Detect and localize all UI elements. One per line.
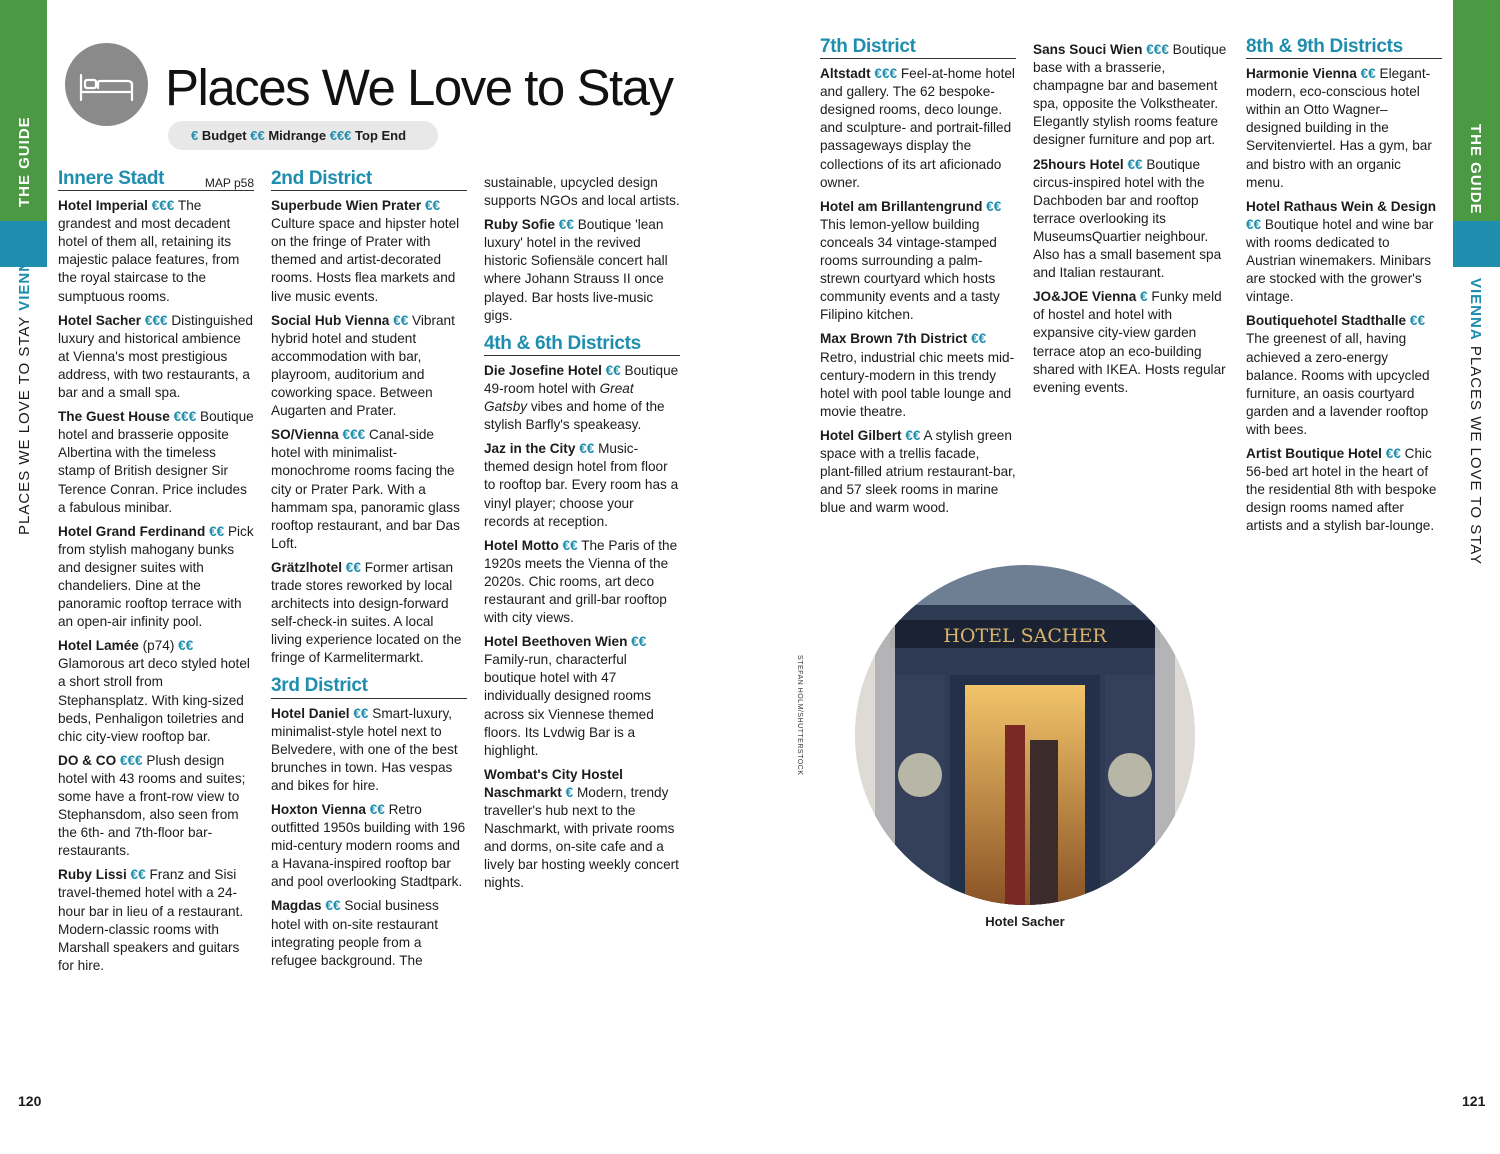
column-4 xyxy=(820,38,1016,523)
hotel-description: Elegant-modern, eco-conscious hotel within an Otto Wagner–designed building in the Servitenviertel. Has a gym, bar and bistro with an organic menu. xyxy=(1246,66,1432,190)
hotel-description: The greenest of all, having achieved a zero-energy balance. Rooms with upcycled furniture, an oasis courtyard garden and a lavender rooftop with bees. xyxy=(1246,331,1430,437)
hotel-description: Funky meld of hostel and hotel with expansive city-view garden terrace atop an eco-building shared with IKEA. Hosts regular evening events. xyxy=(1033,289,1226,395)
price-badge: €€ xyxy=(1246,216,1262,232)
hotel-description: Boutique hotel and brasserie opposite Albertina with the timeless stamp of British designer Sir Terence Conran. Price includes a fabulous minibar. xyxy=(58,409,254,515)
price-badge: €€ xyxy=(1409,313,1426,329)
section-heading-4th-6th-districts: 4th & 6th Districts xyxy=(484,335,680,356)
hotel-name: Hotel Sacher xyxy=(58,312,142,328)
hotel-description: Pick from stylish mahogany bunks and designer suites with chandeliers. Dine at the panoramic rooftop terrace with an open-air infinity pool. xyxy=(58,523,254,630)
hotel-entry xyxy=(1246,198,1442,307)
hotel-entry xyxy=(484,216,680,325)
hotel-description: Franz and Sisi travel-themed hotel with a 24-hour bar in lieu of a restaurant. Modern-classic rooms with Marshall speakers and guitars for hire. xyxy=(58,867,244,973)
hotel-name: 25hours Hotel xyxy=(1033,156,1124,172)
price-badge: €€ xyxy=(424,198,441,214)
sidebar-city-text: VIENNA xyxy=(1467,278,1484,341)
price-badge: €€€ xyxy=(119,752,143,768)
hotel-description: Smart-luxury, minimalist-style hotel next to Belvedere, with one of the best brunches in town. Has vespas and bikes for hire. xyxy=(271,705,458,793)
price-badge: €€ xyxy=(178,638,194,654)
hotel-sacher-photo xyxy=(855,565,1195,905)
hotel-name: Hotel Gilbert xyxy=(820,427,902,443)
sidebar-guide-label: THE GUIDE xyxy=(16,116,33,207)
hotel-description-italic: Great Gatsby xyxy=(484,380,634,415)
price-badge: €€ xyxy=(353,705,369,721)
hotel-description: Culture space and hipster hotel on the fringe of Prater with themed and artist-decorated rooms. Hosts flea markets and live music events. xyxy=(271,216,460,304)
column-6 xyxy=(1246,38,1442,541)
sidebar-guide-label: THE GUIDE xyxy=(1467,124,1484,215)
legend-top-symbol: €€€ xyxy=(329,128,352,143)
price-badge: €€ xyxy=(558,217,574,233)
left-sidebar-tab xyxy=(0,0,47,1154)
price-badge: €€ xyxy=(1385,445,1401,461)
hotel-description: Chic 56-bed art hotel in the heart of the residential 8th with bespoke design rooms named after artists and a stylish bar-lounge. xyxy=(1246,445,1437,534)
hotel-description: A stylish green space with a trellis facade, plant-filled atrium restaurant-bar, and 57 sleek rooms in marine blue and warm wood. xyxy=(820,427,1016,516)
hotel-description: Boutique 49-room hotel with xyxy=(484,362,679,396)
sidebar-section-label xyxy=(16,248,33,535)
hotel-name: JO&JOE Vienna xyxy=(1033,289,1137,305)
hotel-description: vibes and home of the stylish Barfly's speakeasy. xyxy=(484,399,665,433)
legend-top-label: Top End xyxy=(351,128,407,143)
hotel-description: The Paris of the 1920s meets the Vienna of the 2020s. Chic rooms, art deco restaurant and grill-bar rooftop with city views. xyxy=(484,537,678,626)
column-2 xyxy=(271,170,467,976)
hotel-name: Sans Souci Wien xyxy=(1033,42,1143,57)
hotel-name: Ruby Sofie xyxy=(484,217,555,233)
column-5 xyxy=(1033,41,1229,403)
sidebar-section-label xyxy=(1467,278,1484,565)
price-badge: €€ xyxy=(130,867,146,883)
sidebar-section-text: PLACES WE LOVE TO STAY xyxy=(1467,340,1484,566)
bed-icon xyxy=(65,43,148,126)
hotel-description: Plush design hotel with 43 rooms and suites; some have a front-row view to Stephansdom, also seen from the 6th- and 7th-floor bar-restaurants. xyxy=(58,752,246,859)
hotel-entry xyxy=(820,198,1016,325)
hotel-entry xyxy=(58,637,254,746)
hotel-name: Grätzlhotel xyxy=(271,559,342,575)
price-badge: €€€ xyxy=(1146,42,1169,57)
hotel-description: Distinguished luxury and historical ambience at Vienna's most prestigious address, with two restaurants, a bar and a small spa. xyxy=(58,312,253,401)
hotel-entry xyxy=(484,537,680,627)
hotel-name: Hotel Lamée xyxy=(58,638,139,654)
hotel-entry xyxy=(58,866,254,975)
hotel-name: Die Josefine Hotel xyxy=(484,362,602,378)
sidebar-section-text: PLACES WE LOVE TO STAY xyxy=(16,310,33,535)
price-badge: €€ xyxy=(562,537,578,553)
hotel-entry xyxy=(484,362,680,434)
page-number-left: 120 xyxy=(18,1093,42,1109)
hotel-entry xyxy=(484,633,680,760)
hotel-entry xyxy=(820,427,1016,517)
hotel-description: Music-themed design hotel from floor to rooftop bar. Every room has a vinyl player; choose your records at reception. xyxy=(484,441,679,529)
legend-mid-symbol: €€ xyxy=(250,128,265,143)
hotel-name: Hotel Grand Ferdinand xyxy=(58,523,206,539)
column-3 xyxy=(484,174,680,898)
hotel-entry xyxy=(1246,445,1442,535)
price-badge: €€ xyxy=(605,362,621,378)
price-badge: €€€ xyxy=(342,427,366,443)
hotel-entry xyxy=(1033,288,1229,397)
map-reference: MAP p58 xyxy=(204,176,254,190)
hotel-entry xyxy=(58,197,254,306)
hotel-entry xyxy=(1033,41,1229,150)
hotel-name: Hotel Imperial xyxy=(58,198,148,214)
section-heading-2nd-district: 2nd District xyxy=(271,170,467,191)
section-heading-7th-district: 7th District xyxy=(820,38,1016,59)
price-badge: € xyxy=(565,784,574,800)
hotel-name: Wombat's City Hostel Naschmarkt xyxy=(484,766,623,800)
page-title: Places We Love to Stay xyxy=(165,59,673,116)
hotel-entry xyxy=(58,312,254,402)
hotel-name: DO & CO xyxy=(58,752,117,768)
page-number-right: 121 xyxy=(1462,1093,1486,1109)
price-badge: €€ xyxy=(986,198,1002,214)
hotel-entry xyxy=(271,705,467,795)
city-tab xyxy=(1453,221,1500,267)
hotel-name: Hotel Motto xyxy=(484,537,559,553)
section-heading-8th-9th-districts: 8th & 9th Districts xyxy=(1246,38,1442,59)
hotel-name: Social Hub Vienna xyxy=(271,312,390,328)
price-badge: €€ xyxy=(369,802,385,817)
hotel-description: Boutique base with a brasserie, champagne bar and basement spa, opposite the Volkstheater. Elegantly stylish rooms feature designer furniture and pop art. xyxy=(1033,42,1227,148)
hotel-entry xyxy=(1246,65,1442,192)
right-sidebar-tab xyxy=(1453,0,1500,1154)
hotel-name: Magdas xyxy=(271,898,322,914)
hotel-sign: HOTEL SACHER xyxy=(943,625,1107,647)
hotel-description: Boutique 'lean luxury' hotel in the revived historic Sofiensäle concert hall where Johann Strauss II once played. Bar hosts live-music gigs. xyxy=(484,217,668,323)
hotel-entry xyxy=(58,408,254,517)
section-title: Innere Stadt xyxy=(58,168,165,189)
page-reference: (p74) xyxy=(138,638,179,654)
price-badge: €€ xyxy=(1360,66,1376,82)
hotel-name: Hotel Beethoven Wien xyxy=(484,634,628,650)
hotel-entry xyxy=(58,752,254,861)
hotel-description: This lemon-yellow building conceals 34 vintage-stamped rooms surrounding a palm-strewn courtyard which hosts community events and a tasty Filipino kitchen. xyxy=(820,216,1000,323)
price-badge: €€ xyxy=(209,523,225,539)
price-badge: €€€ xyxy=(874,66,898,82)
hotel-description: Feel-at-home hotel and gallery. The 62 bespoke-designed rooms, deco lounge. and sculpture- and portrait-filled passageways display the collections of its art aficionado owner. xyxy=(820,66,1015,190)
hotel-entry xyxy=(820,330,1016,420)
hotel-description: Retro, industrial chic meets mid-century-modern in this trendy hotel with pool table lounge and movie theatre. xyxy=(820,349,1015,419)
section-heading-innere-stadt xyxy=(58,170,254,191)
hotel-entry xyxy=(271,426,467,553)
column-1 xyxy=(58,170,254,981)
hotel-name: SO/Vienna xyxy=(271,427,339,443)
price-badge: €€ xyxy=(345,559,361,575)
price-badge: € xyxy=(1140,289,1148,305)
hotel-name: The Guest House xyxy=(58,409,170,425)
price-badge: €€€ xyxy=(151,198,175,214)
hotel-description: The grandest and most decadent hotel of them all, retaining its majestic palace features, from the royal staircase to the sumptuous rooms. xyxy=(58,198,240,304)
hotel-name: Ruby Lissi xyxy=(58,867,127,883)
photo-credit: STEFAN HOLM/SHUTTERSTOCK xyxy=(796,655,803,776)
hotel-name: Boutiquehotel Stadthalle xyxy=(1246,313,1407,329)
legend-mid-label: Midrange xyxy=(264,128,330,143)
hotel-entry xyxy=(271,559,467,668)
hotel-description: Canal-side hotel with minimalist-monochrome rooms facing the city or Prater Park. With a hammam spa, panoramic glass rooftop restaurant, and bar Das Loft. xyxy=(271,427,460,551)
price-badge: €€ xyxy=(971,331,987,347)
hotel-name: Hotel Rathaus Wein & Design xyxy=(1246,198,1437,214)
hotel-description: Boutique circus-inspired hotel with the Dachboden bar and rooftop terrace overlooking its MuseumsQuartier neighbour. Also has a small basement spa and Italian restaurant. xyxy=(1033,156,1222,281)
hotel-description: Glamorous art deco styled hotel a short stroll from Stephansplatz. With king-sized beds, Penhaligon toiletries and chic city-view rooftop bar. xyxy=(58,656,250,744)
photo-caption: Hotel Sacher xyxy=(985,914,1065,929)
hotel-entry xyxy=(271,801,467,891)
hotel-name: Artist Boutique Hotel xyxy=(1246,445,1382,461)
hotel-entry xyxy=(484,766,680,893)
hotel-name: Hotel am Brillantengrund xyxy=(820,198,983,214)
hotel-description: Former artisan trade stores reworked by local architects into design-forward self-check-in suites. A local living experience located on the fringe of Karmelitermarkt. xyxy=(271,559,462,666)
hotel-name: Hotel Daniel xyxy=(271,705,350,721)
section-heading-3rd-district: 3rd District xyxy=(271,677,467,698)
hotel-description: Retro outfitted 1950s building with 196 mid-century modern rooms and a Havana-inspired rooftop bar and pool overlooking Stadtpark. xyxy=(271,802,466,890)
price-badge: €€€ xyxy=(144,312,168,328)
price-badge: €€ xyxy=(905,427,921,443)
hotel-description: Family-run, characterful boutique hotel with 47 individually designed rooms across six Viennese themed floors. Its Lvdwig Bar is a highlight. xyxy=(484,652,654,758)
hotel-entry-continued: sustainable, upcycled design supports NGOs and local artists. xyxy=(484,175,680,209)
hotel-entry xyxy=(271,312,467,421)
price-badge: €€ xyxy=(393,312,409,328)
hotel-description: Vibrant hybrid hotel and student accommodation with bar, playroom, auditorium and coworking space. Between Augarten and Prater. xyxy=(271,312,455,419)
hotel-name: Altstadt xyxy=(820,66,871,82)
price-badge: €€ xyxy=(325,898,341,914)
hotel-entry xyxy=(58,523,254,632)
price-badge: €€ xyxy=(579,441,595,457)
hotel-name: Jaz in the City xyxy=(484,441,576,457)
price-legend xyxy=(168,121,438,150)
hotel-entry xyxy=(484,440,680,530)
hotel-entry xyxy=(1246,312,1442,439)
hotel-description: Modern, trendy traveller's hub next to the Naschmarkt, with private rooms and dorms, on-site cafe and a lively bar hosting weekly concert nights. xyxy=(484,784,679,891)
price-badge: €€ xyxy=(1127,156,1143,172)
hotel-entry xyxy=(820,65,1016,192)
hotel-name: Hoxton Vienna xyxy=(271,802,366,817)
hotel-description: Boutique hotel and wine bar with rooms dedicated to Austrian winemakers. Minibars are stocked with the grower's vintage. xyxy=(1246,216,1434,305)
price-badge: €€ xyxy=(631,634,647,650)
legend-budget-label: Budget xyxy=(198,128,251,143)
sidebar-city-text: VIENNA xyxy=(16,248,33,311)
hotel-entry xyxy=(271,197,467,306)
hotel-entry xyxy=(1033,156,1229,283)
price-badge: €€€ xyxy=(173,409,197,425)
legend-budget-symbol: € xyxy=(191,128,199,143)
hotel-description: Social business hotel with on-site restaurant integrating people from a refugee background. The xyxy=(271,898,439,968)
hotel-name: Superbude Wien Prater xyxy=(271,198,422,214)
hotel-name: Max Brown 7th District xyxy=(820,331,968,347)
hotel-entry xyxy=(271,897,467,969)
hotel-name: Harmonie Vienna xyxy=(1246,66,1357,82)
